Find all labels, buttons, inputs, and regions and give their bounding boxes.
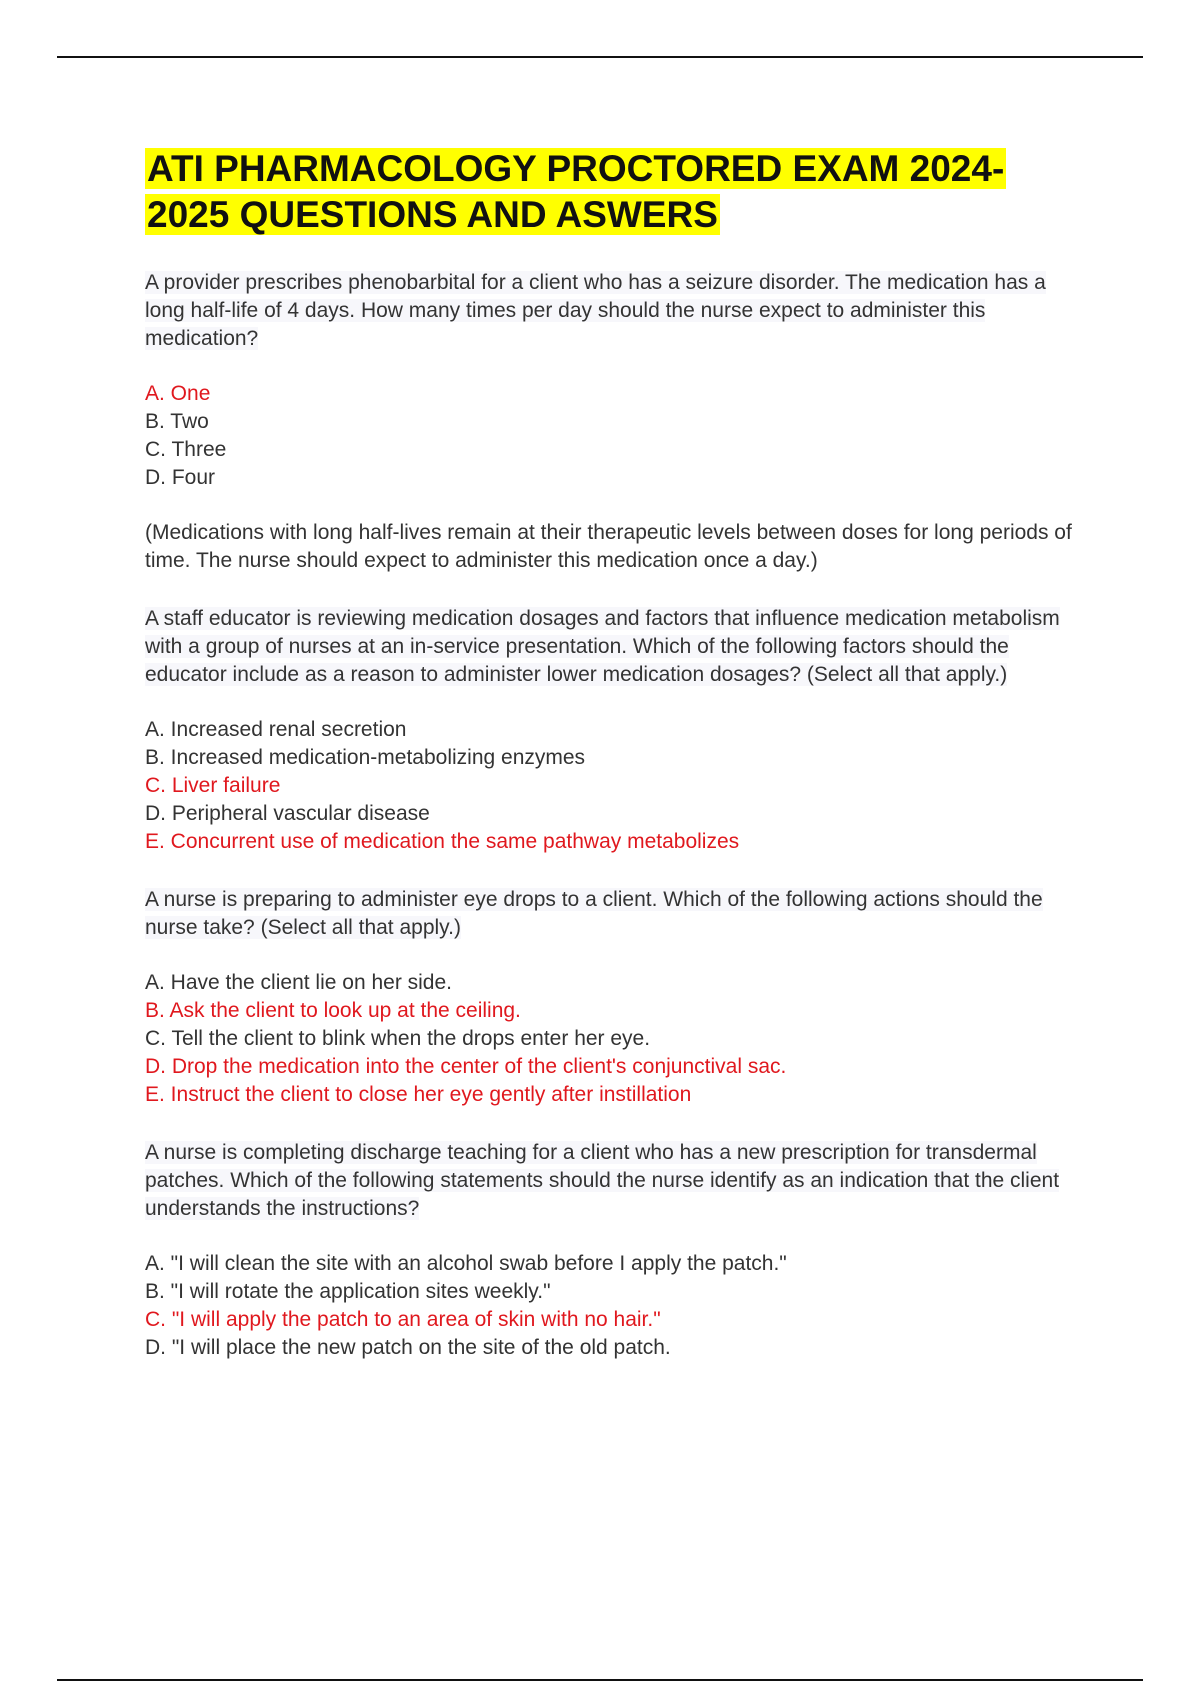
- answer-option: A. Have the client lie on her side.: [145, 971, 453, 994]
- question-text: A nurse is preparing to administer eye drops to a client. Which of the following actions should the nurse take? (Select all that apply.): [145, 888, 1043, 939]
- answer-option: D. Peripheral vascular disease: [145, 802, 430, 825]
- answer-option: C. Tell the client to blink when the drops enter her eye.: [145, 1027, 651, 1050]
- answer-option-correct: D. Drop the medication into the center of the client's conjunctival sac.: [145, 1055, 787, 1078]
- answer-option-correct: E. Instruct the client to close her eye gently after instillation: [145, 1083, 692, 1106]
- answer-option-correct: A. One: [145, 382, 211, 405]
- answer-option: B. Increased medication-metabolizing enzymes: [145, 746, 586, 769]
- title-highlight: ATI PHARMACOLOGY PROCTORED EXAM 2024-2025 QUESTIONS AND ASWERS: [147, 148, 1005, 235]
- question-block-3: [145, 886, 1085, 1109]
- bottom-divider: [57, 1679, 1143, 1681]
- question-block-1: [145, 269, 1085, 575]
- answer-option: B. "I will rotate the application sites weekly.": [145, 1280, 551, 1303]
- answer-option: D. Four: [145, 466, 216, 489]
- answer-option: D. "I will place the new patch on the site of the old patch.: [145, 1336, 671, 1359]
- question-text: A nurse is completing discharge teaching for a client who has a new prescription for transdermal patches. Which of the following statements should the nurse identify as an indication that the client understands the instructions?: [145, 1141, 1060, 1220]
- answer-option: B. Two: [145, 410, 209, 433]
- answer-option: A. "I will clean the site with an alcohol swab before I apply the patch.": [145, 1252, 787, 1275]
- question-text: A staff educator is reviewing medication dosages and factors that influence medication metabolism with a group of nurses at an in-service presentation. Which of the following factors should the educator include as a reason to administer lower medication dosages? (Select all that apply.): [145, 607, 1060, 686]
- question-text: A provider prescribes phenobarbital for a client who has a seizure disorder. The medication has a long half-life of 4 days. How many times per day should the nurse expect to administer this medication?: [145, 271, 1046, 350]
- answer-options: [145, 969, 1085, 1109]
- answer-option-correct: B. Ask the client to look up at the ceiling.: [145, 999, 521, 1022]
- answer-options: [145, 1250, 1085, 1362]
- answer-option: A. Increased renal secretion: [145, 718, 407, 741]
- document-body: [145, 146, 1085, 1362]
- answer-option-correct: C. "I will apply the patch to an area of skin with no hair.": [145, 1308, 661, 1331]
- top-divider: [57, 56, 1143, 58]
- answer-option-correct: C. Liver failure: [145, 774, 281, 797]
- question-block-4: [145, 1139, 1085, 1362]
- answer-option-correct: E. Concurrent use of medication the same pathway metabolizes: [145, 830, 740, 853]
- answer-rationale: (Medications with long half-lives remain at their therapeutic levels between doses for long periods of time. The nurse should expect to administer this medication once a day.): [145, 521, 1072, 572]
- question-block-2: [145, 605, 1085, 856]
- answer-option: C. Three: [145, 438, 227, 461]
- answer-options: [145, 716, 1085, 856]
- answer-options: [145, 380, 1085, 492]
- document-title: [145, 146, 1085, 238]
